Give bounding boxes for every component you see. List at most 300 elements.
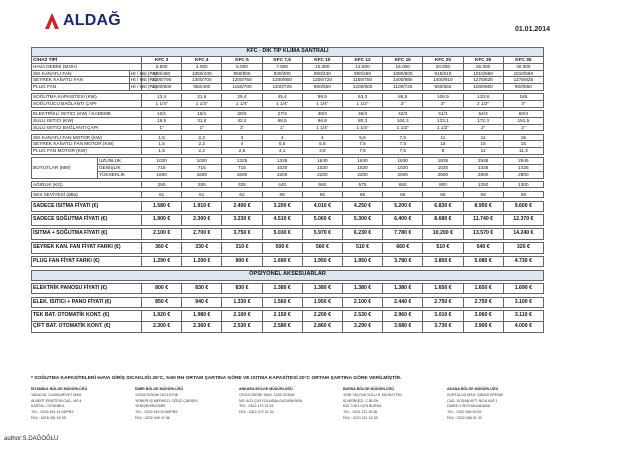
- office-line: CEVİZLİDERE MAH. 1326 SOKAK: [239, 392, 295, 397]
- price-cell: 2.960 €: [383, 311, 423, 322]
- office-line: CAD. DOŞAN APT. NO:8 KAT:1: [447, 398, 498, 403]
- spec-row: [32, 77, 544, 84]
- value-cell: 86,5: [383, 94, 423, 101]
- value-cell: 1600: [222, 171, 262, 178]
- option-row: [32, 297, 544, 308]
- office-line: ALBERT EINSTEIN CAD. NO:4: [31, 398, 82, 403]
- value-cell: 3,8: [302, 148, 342, 155]
- value-cell: 69: [503, 191, 543, 198]
- price-cell: 500 €: [262, 243, 302, 254]
- price-cell: 2.700 €: [182, 229, 222, 240]
- office-title: BURSA BÖLGE MÜDÜRLÜĞÜ: [343, 387, 394, 391]
- value-cell: 1200/760: [222, 77, 262, 84]
- price-cell: 1.560 €: [262, 297, 302, 308]
- price-cell: 2.150 €: [262, 311, 302, 322]
- price-cell: 1.650 €: [423, 283, 463, 294]
- price-cell: 4.250 €: [342, 201, 382, 212]
- model-header-cell: KFC 5: [222, 57, 262, 64]
- value-cell: 10/1: [142, 110, 182, 117]
- row-label: SIK KANATLI FAN: [32, 70, 130, 77]
- value-cell: 1,5: [142, 134, 182, 141]
- option-row: [32, 321, 544, 332]
- price-cell: 12.370 €: [503, 215, 543, 226]
- price-row: [32, 229, 544, 240]
- logo-mark-icon: [44, 12, 60, 30]
- option-row: [32, 283, 544, 294]
- price-table: [31, 47, 544, 333]
- value-cell: 106,9: [423, 94, 463, 101]
- value-cell: 900/460: [342, 70, 382, 77]
- value-cell: 45,4: [262, 94, 302, 101]
- office-address: [31, 387, 135, 422]
- price-cell: 3.900 €: [463, 321, 503, 332]
- value-cell: 20/2: [222, 110, 262, 117]
- value-cell: 2200: [302, 171, 342, 178]
- value-cell: 1630: [302, 158, 342, 165]
- office-line: KARTAL / İSTANBUL: [31, 404, 65, 409]
- row-label: ELEKTRİKLİ ISITICI (KW) / KADEME: [32, 110, 142, 117]
- value-cell: 1020: [182, 158, 222, 165]
- row-label: PLUG FAN MOTOR (KW): [32, 148, 142, 155]
- value-cell: 1200/790: [142, 77, 182, 84]
- value-cell: 104,3: [383, 117, 423, 124]
- spec-row: [32, 124, 544, 131]
- row-label: SIK KANATLI FAN MOTOR (KW): [32, 134, 142, 141]
- spec-row: [32, 84, 544, 91]
- dimension-sub-label: YÜKSEKLİK: [98, 171, 142, 178]
- price-label: PLUG FAN FİYAT FARKI (€): [32, 256, 142, 267]
- row-label: SOĞUTMA KAPASİTESİ (KW): [32, 94, 142, 101]
- value-cell: 11: [463, 148, 503, 155]
- value-cell: 1 1/4": [302, 100, 342, 107]
- value-cell: 12.500: [342, 63, 382, 70]
- office-line: DAİRE:3 SEYHAN/ADANA: [447, 404, 491, 409]
- price-row: [32, 243, 544, 254]
- capacity-footnote: * SOĞUTMA KAPASİTELERİ HAVA GİRİŞ SICAKLIĞI 26°C, %50 RH ORTAM ŞARTINA GÖRE VE ISITMA KAPASİTESİ 20°C ORTAM ŞARTINA GÖRE VERİLMİŞTİR.: [31, 376, 402, 381]
- value-cell: 1630: [342, 158, 382, 165]
- table-title: KFC - DİK TİP KLİMA SANTRALİ: [32, 48, 544, 57]
- price-list-date: 01.01.2014: [514, 26, 550, 33]
- value-cell: 1150/700: [222, 84, 262, 91]
- value-cell: 68: [463, 191, 503, 198]
- option-label: ELEK. ISITICI + PANO FİYATI (€): [32, 297, 142, 308]
- price-cell: 5.970 €: [302, 229, 342, 240]
- value-cell: 80,3: [342, 117, 382, 124]
- row-label: HAVA DEBİSİ (M3/H): [32, 63, 142, 70]
- price-cell: 6.400 €: [383, 215, 423, 226]
- value-cell: 60/3: [503, 110, 543, 117]
- value-cell: 1200/800: [342, 84, 382, 91]
- value-cell: 36/3: [342, 110, 382, 117]
- row-label: SULU ISITICI (KW): [32, 117, 142, 124]
- value-cell: 1275/825: [503, 77, 543, 84]
- price-row: [32, 215, 544, 226]
- value-cell: 62: [222, 191, 262, 198]
- price-cell: 1.330 €: [222, 297, 262, 308]
- value-cell: 950/400: [182, 84, 222, 91]
- value-cell: 1 1/4": [142, 100, 182, 107]
- office-title: ADANA BÖLGE MÜDÜRLÜĞÜ: [447, 387, 499, 391]
- value-cell: 4,1: [262, 148, 302, 155]
- value-cell: 900/480: [142, 70, 182, 77]
- price-cell: 4.000 €: [503, 321, 543, 332]
- value-cell: 27/3: [262, 110, 302, 117]
- office-line: TEL : 0312 472 31 53: [239, 404, 274, 409]
- row-label: SULU ISITICI BAĞLANTI ÇAPI: [32, 124, 142, 131]
- value-cell: 1020: [142, 158, 182, 165]
- office-address: [343, 387, 447, 422]
- value-cell: 2500: [423, 171, 463, 178]
- value-cell: 61: [142, 191, 182, 198]
- value-cell: 2": [463, 124, 503, 131]
- spec-row: [32, 70, 544, 77]
- office-line: KURTULUŞ MAH. ŞİNASİ EFENDİ: [447, 392, 504, 397]
- price-cell: 510 €: [423, 243, 463, 254]
- value-cell: 172,3: [463, 117, 503, 124]
- model-header-cell: KFC 30: [503, 57, 543, 64]
- model-header-cell: KFC 3: [142, 57, 182, 64]
- office-line: FAX : 0312 472 31 54: [239, 410, 274, 415]
- value-cell: 1050/430: [182, 70, 222, 77]
- value-cell: 1400/910: [423, 77, 463, 84]
- spec-row: [32, 117, 544, 124]
- value-cell: 715: [182, 164, 222, 171]
- office-line: TEL : 0216 451 14 04/PBX: [31, 410, 74, 415]
- value-cell: 900/550: [423, 84, 463, 91]
- value-cell: 2,2: [182, 148, 222, 155]
- office-title: İSTANBUL BÖLGE MÜDÜRLÜĞÜ: [31, 387, 88, 391]
- value-cell: 42/3: [383, 110, 423, 117]
- value-cell: 250: [142, 181, 182, 188]
- value-cell: 4: [302, 134, 342, 141]
- price-cell: 830 €: [222, 283, 262, 294]
- value-cell: 65: [262, 191, 302, 198]
- value-cell: 1020: [383, 164, 423, 171]
- value-cell: 4.000: [182, 63, 222, 70]
- value-cell: 30.000: [503, 63, 543, 70]
- office-line: NO: 8/13 ÇAYYOLU/BALGAT/ANKARA: [239, 398, 302, 403]
- value-cell: 66: [342, 191, 382, 198]
- value-cell: 8: [423, 148, 463, 155]
- office-line: FAX : 0224 211 15 38: [343, 415, 378, 420]
- value-cell: 1250: [463, 181, 503, 188]
- price-cell: 2.400 €: [222, 201, 262, 212]
- price-cell: 1.950 €: [302, 256, 342, 267]
- price-cell: 2.860 €: [302, 321, 342, 332]
- office-line: FAX : 0216 451 54 05: [31, 415, 66, 420]
- regional-offices: [31, 387, 551, 422]
- value-cell: 2200: [342, 171, 382, 178]
- price-cell: 1.380 €: [342, 283, 382, 294]
- value-cell: 715: [222, 164, 262, 171]
- model-header-cell: KFC 12: [342, 57, 382, 64]
- model-header-row: [32, 57, 544, 64]
- model-label: CİHAZ TİPİ: [32, 57, 142, 64]
- value-cell: 42,2: [222, 117, 262, 124]
- price-cell: 3.680 €: [383, 321, 423, 332]
- value-cell: 650: [383, 181, 423, 188]
- price-cell: 2.300 €: [182, 215, 222, 226]
- value-cell: 68: [423, 191, 463, 198]
- office-address: [135, 387, 239, 422]
- value-cell: 61: [182, 191, 222, 198]
- value-cell: 2500: [383, 171, 423, 178]
- price-cell: 1.950 €: [302, 297, 342, 308]
- value-cell: 51/3: [423, 110, 463, 117]
- brand-name: ALDAĞ: [63, 12, 121, 29]
- row-label: SEYREK KANATLI FAN MOTOR (KW): [32, 141, 142, 148]
- value-cell: 68,5: [262, 117, 302, 124]
- row-unit: Ht / Hst (PA): [131, 70, 157, 76]
- value-cell: 7,5: [342, 148, 382, 155]
- price-cell: 660 €: [383, 243, 423, 254]
- value-cell: 29,4: [222, 94, 262, 101]
- price-cell: 9.600 €: [503, 201, 543, 212]
- value-cell: 4: [262, 134, 302, 141]
- price-cell: 6.230 €: [342, 229, 382, 240]
- value-cell: 575: [342, 181, 382, 188]
- value-cell: 54/3: [463, 110, 503, 117]
- price-cell: 5.200 €: [383, 201, 423, 212]
- value-cell: 15/1: [182, 110, 222, 117]
- price-cell: 1.200 €: [182, 256, 222, 267]
- value-cell: 2545: [463, 158, 503, 165]
- value-cell: 3": [503, 100, 543, 107]
- value-cell: 1 1/4": [342, 124, 382, 131]
- value-cell: 1150/750: [342, 77, 382, 84]
- price-cell: 14.240 €: [503, 229, 543, 240]
- price-cell: 3.110 €: [503, 311, 543, 322]
- price-cell: 13.570 €: [463, 229, 503, 240]
- price-cell: 5.080 €: [463, 256, 503, 267]
- price-cell: 3.230 €: [222, 215, 262, 226]
- value-cell: 1 1/4": [222, 100, 262, 107]
- model-header-cell: KFC 7,5: [262, 57, 302, 64]
- price-cell: 3.060 €: [463, 311, 503, 322]
- price-label: ISITMA + SOĞUTMA FİYATI (€): [32, 229, 142, 240]
- option-label: ÇİFT BAT. OTOMATİK KONT. (€): [32, 321, 142, 332]
- value-cell: 550: [302, 181, 342, 188]
- price-cell: 3.010 €: [423, 311, 463, 322]
- dimension-row: [32, 171, 544, 178]
- office-line: İŞ MERKEZİ, C BLOK: [343, 398, 379, 403]
- price-label: SADECE SOĞUTMA FİYATI (€): [32, 215, 142, 226]
- value-cell: 21,6: [182, 94, 222, 101]
- value-cell: 900/550: [302, 84, 342, 91]
- options-title: OPSİYONEL AKSESUARLAR: [32, 270, 544, 280]
- price-cell: 1.380 €: [302, 283, 342, 294]
- price-cell: 2.580 €: [262, 321, 302, 332]
- value-cell: 1200/800: [262, 77, 302, 84]
- price-cell: 2.100 €: [342, 297, 382, 308]
- value-cell: 2.500: [142, 63, 182, 70]
- value-cell: 1,5: [142, 141, 182, 148]
- price-cell: 1.920 €: [142, 311, 182, 322]
- value-cell: 2800: [503, 171, 543, 178]
- office-line: 1203/5 SOKAK NO:10/708: [135, 392, 178, 397]
- value-cell: 1275/825: [463, 77, 503, 84]
- price-cell: 1.650 €: [463, 283, 503, 294]
- price-cell: 800 €: [142, 283, 182, 294]
- option-row: [32, 311, 544, 322]
- value-cell: 15: [423, 141, 463, 148]
- value-cell: 5,5: [262, 141, 302, 148]
- price-cell: 8.680 €: [423, 215, 463, 226]
- value-cell: 15: [503, 134, 543, 141]
- value-cell: 86,8: [302, 117, 342, 124]
- row-label: SES SEVİYESİ (dBa): [32, 191, 142, 198]
- value-cell: 3: [222, 134, 262, 141]
- value-cell: 7,5: [383, 134, 423, 141]
- model-header-cell: KFC 20: [423, 57, 463, 64]
- price-cell: 3.850 €: [423, 256, 463, 267]
- price-cell: 540 €: [463, 243, 503, 254]
- value-cell: 5,5: [302, 141, 342, 148]
- price-cell: 330 €: [182, 243, 222, 254]
- spec-row: [32, 100, 544, 107]
- value-cell: 900: [423, 181, 463, 188]
- value-cell: 13,4: [142, 94, 182, 101]
- value-cell: 1325: [222, 158, 262, 165]
- value-cell: 1325: [503, 164, 543, 171]
- value-cell: 7,5: [383, 141, 423, 148]
- office-line: YENİER İŞ MERKEZİ, OĞUZ ÇARŞISI: [135, 398, 198, 403]
- value-cell: 2,2: [182, 134, 222, 141]
- value-cell: 1": [262, 124, 302, 131]
- author-credit: author:S.DAĞOĞLU: [4, 436, 59, 442]
- value-cell: 2": [503, 124, 543, 131]
- office-line: KAT 3 NO:1475 BURSA: [343, 404, 382, 409]
- option-label: TEK BAT. OTOMATİK KONT. (€): [32, 311, 142, 322]
- row-unit: Ht / Hst (PA): [131, 77, 157, 83]
- price-row: [32, 201, 544, 212]
- value-cell: 900/550: [503, 84, 543, 91]
- price-cell: 2.530 €: [222, 321, 262, 332]
- value-cell: 1600: [142, 171, 182, 178]
- price-cell: 3.290 €: [342, 321, 382, 332]
- value-cell: 915/510: [423, 70, 463, 77]
- value-cell: 440: [262, 181, 302, 188]
- value-cell: 1020: [302, 164, 342, 171]
- dimension-row: [32, 164, 544, 171]
- value-cell: 1100/725: [383, 84, 423, 91]
- price-cell: 360 €: [142, 243, 182, 254]
- price-cell: 5.060 €: [302, 215, 342, 226]
- model-header-cell: KFC 4: [182, 57, 222, 64]
- value-cell: 1": [222, 124, 262, 131]
- price-cell: 1.690 €: [262, 256, 302, 267]
- row-label: SEYREK KANATLI FAN: [32, 77, 130, 84]
- value-cell: 1,5: [142, 148, 182, 155]
- value-cell: 7,5: [342, 141, 382, 148]
- price-cell: 3.200 €: [262, 201, 302, 212]
- price-cell: 5.300 €: [342, 215, 382, 226]
- value-cell: 5,5: [342, 134, 382, 141]
- value-cell: 1400/880: [383, 77, 423, 84]
- price-cell: 1.900 €: [142, 215, 182, 226]
- spec-row: [32, 141, 544, 148]
- value-cell: 2": [423, 100, 463, 107]
- value-cell: 2545: [503, 158, 543, 165]
- dimension-sub-label: GENİŞLİK: [98, 164, 142, 171]
- price-cell: 4.730 €: [503, 256, 543, 267]
- value-cell: 2200: [262, 171, 302, 178]
- option-label: ELEKTRİK PANOSU FİYATI (€): [32, 283, 142, 294]
- price-cell: 940 €: [182, 297, 222, 308]
- value-cell: 4: [222, 141, 262, 148]
- value-cell: 950/500: [222, 70, 262, 77]
- office-title: ANKARA BÖLGE MÜDÜRLÜĞÜ: [239, 387, 293, 391]
- table-title-row: [32, 48, 544, 57]
- value-cell: 11,3: [503, 148, 543, 155]
- office-address: [239, 387, 343, 422]
- value-cell: 165: [503, 94, 543, 101]
- office-title: İZMİR BÖLGE MÜDÜRLÜĞÜ: [135, 387, 184, 391]
- row-unit: Ht / Hst (PA): [131, 84, 157, 90]
- price-label: SADECE ISITMA FİYATI (€): [32, 201, 142, 212]
- value-cell: 1935: [423, 158, 463, 165]
- price-cell: 2.530 €: [342, 311, 382, 322]
- value-cell: 11: [423, 134, 463, 141]
- office-line: TEL : 0322 456 00 99: [447, 410, 482, 415]
- price-cell: 510 €: [342, 243, 382, 254]
- spec-row: [32, 148, 544, 155]
- value-cell: 1300/700: [182, 77, 222, 84]
- price-cell: 3.730 €: [423, 321, 463, 332]
- value-cell: 2,5: [222, 148, 262, 155]
- price-cell: 2.750 €: [463, 297, 503, 308]
- value-cell: 1080/500: [383, 70, 423, 77]
- value-cell: 133,1: [423, 117, 463, 124]
- value-cell: 7.500: [262, 63, 302, 70]
- price-cell: 11.740 €: [463, 215, 503, 226]
- price-cell: 8.950 €: [463, 201, 503, 212]
- price-cell: 310 €: [222, 243, 262, 254]
- price-cell: 900 €: [222, 256, 262, 267]
- value-cell: 1020: [342, 164, 382, 171]
- price-cell: 850 €: [142, 297, 182, 308]
- value-cell: 7,5: [383, 148, 423, 155]
- price-cell: 2.360 €: [182, 321, 222, 332]
- office-line: TEL : 0232 449 00 88/PBX: [135, 410, 178, 415]
- price-label: SEYREK KAN. FAN FİYAT FARKI (€): [32, 243, 142, 254]
- price-cell: 4.010 €: [302, 201, 342, 212]
- spec-row: [32, 191, 544, 198]
- price-cell: 1.980 €: [182, 311, 222, 322]
- value-cell: 15: [463, 141, 503, 148]
- value-cell: 1630: [383, 158, 423, 165]
- price-cell: 2.100 €: [222, 311, 262, 322]
- value-cell: 715: [142, 164, 182, 171]
- price-cell: 2.750 €: [423, 297, 463, 308]
- value-cell: 1325: [262, 158, 302, 165]
- value-cell: 2 1/2": [463, 100, 503, 107]
- value-cell: 2": [383, 100, 423, 107]
- value-cell: 1300: [503, 181, 543, 188]
- value-cell: 31,5: [182, 117, 222, 124]
- price-cell: 1.950 €: [342, 256, 382, 267]
- price-cell: 1.580 €: [142, 201, 182, 212]
- office-line: YENİŞEHİR/İZMİR: [135, 404, 166, 409]
- value-cell: 1 1/4": [262, 100, 302, 107]
- value-cell: 1": [142, 124, 182, 131]
- value-cell: 1600: [182, 171, 222, 178]
- value-cell: 1010/560: [503, 70, 543, 77]
- price-cell: 1.380 €: [383, 283, 423, 294]
- value-cell: 19,5: [142, 117, 182, 124]
- value-cell: 66: [383, 191, 423, 198]
- value-cell: 1 1/4": [182, 100, 222, 107]
